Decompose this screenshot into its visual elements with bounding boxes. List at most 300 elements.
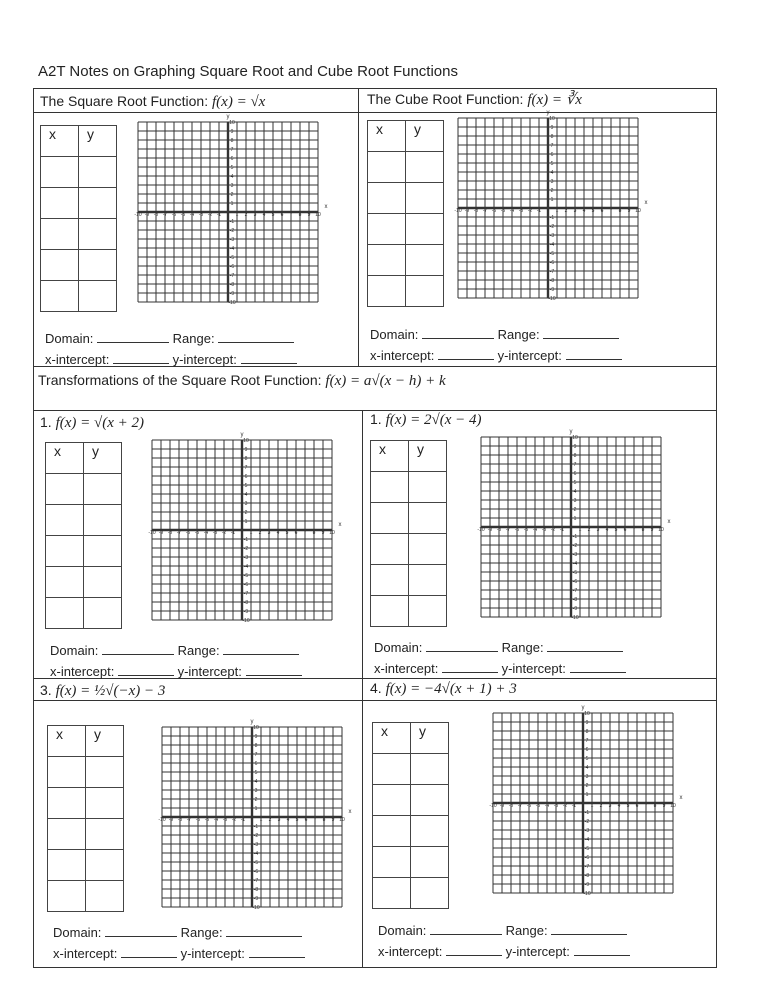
coordinate-grid[interactable] [489,705,683,897]
divider [33,112,717,113]
y-tick-label: 8 [230,138,234,144]
cell-x[interactable] [41,250,79,281]
cell-y[interactable] [411,847,449,878]
cell-y[interactable] [84,505,122,536]
table-row [368,214,444,245]
cell-y[interactable] [79,219,117,250]
cell-x[interactable] [371,565,409,596]
x-tick-label: 2 [244,212,248,218]
cell-y[interactable] [406,276,444,307]
x-tick-label: 6 [623,527,627,533]
x-tick-label: -8 [508,803,514,809]
table-row [373,878,449,909]
y-tick-label: -4 [229,246,235,252]
x-tick-label: -1 [240,817,246,823]
domain-blank[interactable] [422,326,494,339]
y-tick-label: 9 [585,720,589,726]
x-tick-label: -6 [526,803,532,809]
table-row [46,567,122,598]
domain-blank[interactable] [105,924,177,937]
y-tick-label: 6 [550,152,554,158]
domain-blank[interactable] [97,330,169,343]
y-tick-label: 1 [254,806,258,812]
x-tick-label: 9 [662,803,666,809]
y-tick-label: 9 [254,734,258,740]
x-tick-label: -8 [496,527,502,533]
x-tick-label: -9 [144,212,150,218]
y-tick-label: -4 [572,561,578,567]
label-y_intercept: y-intercept: [505,944,570,959]
y-tick-label: -3 [572,552,578,558]
y_intercept-blank[interactable] [249,945,305,958]
header-x: x [48,726,86,757]
y-tick-label: -5 [229,255,235,261]
y-tick-label: 3 [550,179,554,185]
cell-y[interactable] [406,245,444,276]
y-tick-label: 8 [254,743,258,749]
y-tick-label: 4 [230,174,234,180]
cell-x[interactable] [373,785,411,816]
table-row [48,726,124,757]
x-tick-label: 6 [600,208,604,214]
cell-y[interactable] [406,152,444,183]
label-domain: Domain: [374,640,423,655]
cell-x[interactable] [41,219,79,250]
cell-x[interactable] [373,878,411,909]
y-tick-label: 3 [244,501,248,507]
x-tick-label: 4 [617,803,621,809]
table-row [48,819,124,850]
x-tick-label: -7 [517,803,523,809]
cell-x[interactable] [48,757,86,788]
y-tick-label: -2 [584,819,590,825]
x-tick-label: 7 [609,208,613,214]
table-row [46,536,122,567]
label-domain: Domain: [53,925,102,940]
cell-x[interactable] [46,505,84,536]
x-tick-label: -2 [562,803,568,809]
label-y_intercept: y-intercept: [172,352,237,367]
cell-y[interactable] [84,567,122,598]
x-tick-label: 2 [268,817,272,823]
y-tick-label: -1 [584,810,590,816]
y-tick-label: 7 [550,143,554,149]
cell-x[interactable] [368,183,406,214]
x-tick-label: -5 [535,803,541,809]
cell-x[interactable] [48,850,86,881]
cell-x[interactable] [48,881,86,912]
x-tick-label: 3 [267,530,271,536]
xy-table [367,120,444,307]
x_intercept-blank[interactable] [446,943,502,956]
y-tick-label: -7 [229,273,235,279]
x-tick-label: 3 [573,208,577,214]
table-row [371,565,447,596]
y-tick-label: -10 [571,615,579,621]
y-tick-label: -7 [549,269,555,275]
y-axis-label: y [240,432,244,438]
cell-y[interactable] [86,757,124,788]
x-tick-label: -8 [167,530,173,536]
x-tick-label: -9 [487,527,493,533]
x-tick-label: -4 [203,530,209,536]
cell-x[interactable] [373,816,411,847]
x-tick-label: -2 [550,527,556,533]
x-tick-label: 6 [304,817,308,823]
y-tick-label: -4 [243,564,249,570]
x-axis-label: x [348,809,352,815]
y-tick-label: -9 [253,896,259,902]
y-tick-label: 10 [572,435,578,441]
cell-y[interactable] [409,565,447,596]
y-tick-label: -2 [572,543,578,549]
y-tick-label: 7 [230,147,234,153]
y-tick-label: 5 [550,161,554,167]
range-blank[interactable] [547,639,623,652]
cell-x[interactable] [368,276,406,307]
x-tick-label: -1 [536,208,542,214]
y-tick-label: -6 [243,582,249,588]
info-row [50,661,302,682]
x-tick-label: -7 [162,212,168,218]
table-row [368,152,444,183]
x-tick-label: 1 [235,212,239,218]
y-tick-label: 10 [584,711,590,717]
x-tick-label: -6 [491,208,497,214]
x-tick-label: 5 [285,530,289,536]
y-tick-label: 9 [244,447,248,453]
y_intercept-blank[interactable] [241,351,297,364]
x-tick-label: 7 [289,212,293,218]
x-tick-label: -1 [559,527,565,533]
x-tick-label: -3 [518,208,524,214]
cell-x[interactable] [48,788,86,819]
x-tick-label: -4 [509,208,515,214]
label-x_intercept: x-intercept: [53,946,118,961]
y-tick-label: -2 [549,224,555,230]
x-tick-label: 9 [627,208,631,214]
y-tick-label: 2 [244,510,248,516]
y-tick-label: -1 [253,824,259,830]
x_intercept-blank[interactable] [438,347,494,360]
header-y: y [406,121,444,152]
domain-blank[interactable] [430,922,502,935]
y-tick-label: 1 [573,516,577,522]
y-tick-label: -7 [243,591,249,597]
table-row [46,443,122,474]
x-tick-label: 3 [277,817,281,823]
y-tick-label: -1 [243,537,249,543]
x-tick-label: -4 [532,527,538,533]
x-tick-label: 2 [258,530,262,536]
info-row [370,324,622,345]
cell-x[interactable] [48,819,86,850]
cell-y[interactable] [79,250,117,281]
x-tick-label: 1 [249,530,253,536]
x-tick-label: -2 [231,817,237,823]
x_intercept-blank[interactable] [121,945,177,958]
y-tick-label: -2 [229,228,235,234]
cell-x[interactable] [46,536,84,567]
range-blank[interactable] [218,330,294,343]
y-tick-label: 4 [585,765,589,771]
cell-y[interactable] [84,536,122,567]
xy-table [40,125,117,312]
y-tick-label: -8 [549,278,555,284]
header-x: x [368,121,406,152]
range-blank[interactable] [226,924,302,937]
cell-y[interactable] [86,819,124,850]
x-tick-label: -6 [195,817,201,823]
x-tick-label: 8 [641,527,645,533]
table-row [46,598,122,629]
y_intercept-blank[interactable] [574,943,630,956]
x-axis-label: x [667,519,671,525]
cell-x[interactable] [46,474,84,505]
x-tick-label: 3 [596,527,600,533]
cell-y[interactable] [409,503,447,534]
cell-x[interactable] [371,472,409,503]
cell-y[interactable] [79,281,117,312]
label-x_intercept: x-intercept: [45,352,110,367]
header-y: y [84,443,122,474]
cell-x[interactable] [368,214,406,245]
cell-y[interactable] [84,598,122,629]
x-tick-label: -10 [158,817,166,823]
cell-y[interactable] [411,785,449,816]
cell-y[interactable] [409,534,447,565]
table-row [48,850,124,881]
x-tick-label: -7 [482,208,488,214]
table-row [48,788,124,819]
y-tick-label: 6 [244,474,248,480]
coordinate-grid[interactable] [148,432,342,624]
coordinate-grid[interactable] [477,429,671,621]
cell-x[interactable] [373,754,411,785]
x-tick-label: 9 [307,212,311,218]
y-tick-label: 4 [244,492,248,498]
y-tick-label: -6 [584,855,590,861]
coordinate-grid[interactable] [158,719,352,911]
cell-y[interactable] [86,788,124,819]
y-tick-label: -5 [584,846,590,852]
xy-table [370,440,447,627]
y_intercept-blank[interactable] [246,663,302,676]
x-tick-label: -1 [216,212,222,218]
y-tick-label: -5 [572,570,578,576]
y-axis-label: y [250,719,254,725]
cell-y[interactable] [409,596,447,627]
x-tick-label: 10 [635,208,641,214]
y-tick-label: -8 [243,600,249,606]
cell-y[interactable] [411,816,449,847]
x-tick-label: 9 [321,530,325,536]
x-tick-label: -6 [171,212,177,218]
cell-x[interactable] [41,157,79,188]
x-tick-label: 8 [653,803,657,809]
cell-x[interactable] [368,152,406,183]
problem-4-header: 4. f(x) = −4√(x + 1) + 3 [370,680,517,697]
cell-x[interactable] [41,188,79,219]
x-tick-label: -1 [230,530,236,536]
table-row [41,126,117,157]
y-tick-label: 5 [585,756,589,762]
y-tick-label: -9 [229,291,235,297]
domain-blank[interactable] [426,639,498,652]
cell-y[interactable] [409,472,447,503]
range-blank[interactable] [223,642,299,655]
x-tick-label: 7 [313,817,317,823]
x-tick-label: -3 [541,527,547,533]
y-tick-label: 7 [585,738,589,744]
y-tick-label: 10 [253,725,259,731]
x-tick-label: -9 [158,530,164,536]
x-tick-label: 4 [286,817,290,823]
coordinate-grid[interactable] [454,110,648,302]
divider [362,410,363,968]
x-tick-label: -2 [221,530,227,536]
range-blank[interactable] [543,326,619,339]
cell-y[interactable] [79,157,117,188]
x_intercept-blank[interactable] [118,663,174,676]
problem-3-header: 3. f(x) = ½√(−x) − 3 [40,682,166,699]
y-tick-label: 3 [585,774,589,780]
label-y_intercept: y-intercept: [501,661,566,676]
info-row [374,658,626,679]
cell-y[interactable] [411,754,449,785]
cell-x[interactable] [371,596,409,627]
label-range: Range: [172,331,215,346]
y-tick-label: 2 [585,783,589,789]
x-tick-label: -3 [222,817,228,823]
x-tick-label: 5 [271,212,275,218]
table-row [373,847,449,878]
label-domain: Domain: [45,331,94,346]
page-title: A2T Notes on Graphing Square Root and Cube Root Functions [38,63,458,80]
table-row [48,757,124,788]
table-row [41,188,117,219]
cell-y[interactable] [86,850,124,881]
y-tick-label: -3 [549,233,555,239]
y-tick-label: 5 [573,480,577,486]
x-tick-label: 1 [590,803,594,809]
domain-range-info [370,324,622,366]
y-tick-label: -7 [253,878,259,884]
label-x_intercept: x-intercept: [374,661,439,676]
y-tick-label: 1 [550,197,554,203]
coordinate-grid[interactable] [134,114,328,306]
label-range: Range: [180,925,223,940]
label-domain: Domain: [50,643,99,658]
x-tick-label: -9 [168,817,174,823]
cell-x[interactable] [368,245,406,276]
x-tick-label: 4 [276,530,280,536]
table-row [373,816,449,847]
x-tick-label: 10 [329,530,335,536]
y-tick-label: -8 [584,873,590,879]
x-axis-label: x [338,522,342,528]
cell-y[interactable] [79,188,117,219]
y-tick-label: -8 [572,597,578,603]
x-tick-label: 4 [262,212,266,218]
y-tick-label: 1 [244,519,248,525]
y-tick-label: -6 [229,264,235,270]
y-tick-label: 6 [230,156,234,162]
x-tick-label: 5 [626,803,630,809]
table-row [41,219,117,250]
y_intercept-blank[interactable] [570,660,626,673]
cell-x[interactable] [371,534,409,565]
cell-y[interactable] [84,474,122,505]
y-tick-label: -3 [253,842,259,848]
transformations-header: Transformations of the Square Root Function: f(x) = a√(x − h) + k [38,372,446,389]
label-range: Range: [505,923,548,938]
table-row [46,505,122,536]
y-tick-label: -5 [253,860,259,866]
table-row [371,441,447,472]
cell-x[interactable] [371,503,409,534]
x-tick-label: 2 [564,208,568,214]
label-range: Range: [501,640,544,655]
x-tick-label: 10 [670,803,676,809]
x_intercept-blank[interactable] [113,351,169,364]
label-y_intercept: y-intercept: [497,348,562,363]
x-tick-label: -1 [571,803,577,809]
x-tick-label: 8 [322,817,326,823]
y-tick-label: -1 [572,534,578,540]
x-tick-label: -9 [499,803,505,809]
x-tick-label: -5 [180,212,186,218]
cell-y[interactable] [86,881,124,912]
y-tick-label: 10 [243,438,249,444]
x-axis-label: x [644,200,648,206]
range-blank[interactable] [551,922,627,935]
cell-x[interactable] [46,567,84,598]
y_intercept-blank[interactable] [566,347,622,360]
y-tick-label: 1 [230,201,234,207]
y-tick-label: 1 [585,792,589,798]
table-row [41,281,117,312]
domain-blank[interactable] [102,642,174,655]
table-row [371,503,447,534]
table-row [373,785,449,816]
y-tick-label: 2 [254,797,258,803]
x-tick-label: -2 [527,208,533,214]
table-row [368,245,444,276]
x-tick-label: 10 [315,212,321,218]
y-tick-label: 5 [230,165,234,171]
cell-x[interactable] [373,847,411,878]
header-x: x [41,126,79,157]
x_intercept-blank[interactable] [442,660,498,673]
y-tick-label: 5 [244,483,248,489]
x-tick-label: 2 [587,527,591,533]
header-x: x [46,443,84,474]
cell-x[interactable] [46,598,84,629]
divider [33,700,717,701]
x-tick-label: 8 [312,530,316,536]
label-domain: Domain: [370,327,419,342]
x-tick-label: -7 [176,530,182,536]
y-axis-label: y [581,705,585,711]
cell-y[interactable] [406,183,444,214]
cell-x[interactable] [41,281,79,312]
x-tick-label: 4 [605,527,609,533]
y-axis-label: y [569,429,573,435]
x-axis-label: x [679,795,683,801]
cell-y[interactable] [406,214,444,245]
cell-y[interactable] [411,878,449,909]
